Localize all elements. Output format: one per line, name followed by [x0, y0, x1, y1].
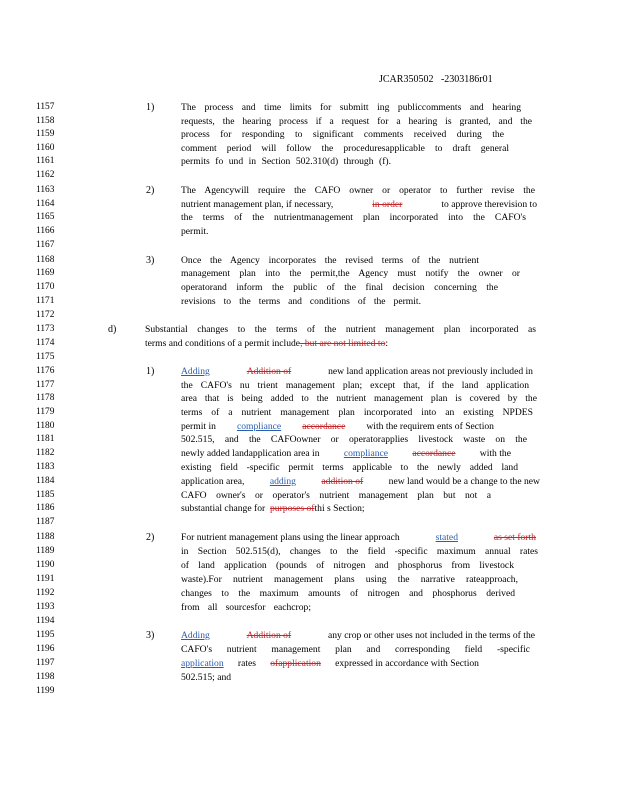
line-number: 1159	[36, 129, 55, 139]
line-number: 1180	[36, 421, 55, 431]
text-line: process for responding to significant comments received during the	[181, 129, 504, 140]
deleted-text: ofapplication	[270, 658, 321, 669]
line-number: 1167	[36, 240, 55, 250]
text-line: The Agencywill require the CAFO owner or operator to further revise the	[181, 185, 535, 196]
line-number: 1189	[36, 546, 55, 556]
text-line: from all sourcesfor eachcrop;	[181, 602, 311, 613]
text-line: area that is being added to the nutrient management plan is covered by the	[181, 393, 537, 404]
line-number: 1160	[36, 143, 55, 153]
text-line: For nutrient management plans using the linear approach stated as set forth	[181, 532, 536, 543]
text-line: permits fo und in Section 502.310(d) through (f).	[181, 156, 391, 167]
line-number: 1177	[36, 380, 55, 390]
line-number: 1164	[36, 199, 55, 209]
text-line: nutrient management plan, if necessary, in order to approve therevision to	[181, 199, 537, 210]
line-number: 1169	[36, 268, 55, 278]
deleted-text: accordance	[412, 448, 456, 459]
line-number: 1197	[36, 658, 55, 668]
line-number: 1187	[36, 517, 55, 527]
line-number: 1171	[36, 296, 55, 306]
deleted-text: Addition of	[246, 630, 292, 641]
text-line: waste).For nutrient management plans using the narrative rateapproach,	[181, 574, 518, 585]
inserted-text: application	[181, 658, 224, 669]
line-number: 1176	[36, 366, 55, 376]
inserted-text: compliance	[236, 421, 282, 432]
document-id: JCAR350502	[379, 74, 434, 85]
item-label-1: 1)	[146, 102, 155, 113]
inserted-text: adding	[269, 476, 296, 487]
line-number: 1157	[36, 102, 55, 112]
text-line: changes to the maximum amounts of nitrogen and phosphorus derived	[181, 588, 515, 599]
line-number: 1173	[36, 324, 55, 334]
line-number: 1172	[36, 310, 55, 320]
line-number: 1186	[36, 503, 55, 513]
text-line: Substantial changes to the terms of the nutrient management plan incorporated as	[145, 324, 536, 335]
deleted-text: in order	[372, 199, 403, 210]
inserted-text: Adding	[181, 630, 210, 641]
line-number: 1191	[36, 574, 55, 584]
inserted-text: stated	[435, 532, 458, 543]
text-line: the CAFO's nu trient management plan; except that, if the land application	[181, 380, 529, 391]
line-number: 1168	[36, 255, 55, 265]
text-line: terms of a nutrient management plan incorporated into an existing NPDES	[181, 407, 533, 418]
text-line: Adding Addition of any crop or other uses not included in the terms of the	[181, 630, 535, 641]
deleted-text: purposes of	[269, 503, 315, 514]
item-label-2: 2)	[146, 185, 155, 196]
text-line: existing field -specific permit terms applicable to the newly added land	[181, 462, 518, 473]
line-number: 1190	[36, 560, 55, 570]
text-line: of land application (pounds of nitrogen and phosphorus from livestock	[181, 560, 514, 571]
deleted-text: , but are not limited to	[300, 338, 386, 349]
line-number: 1179	[36, 407, 55, 417]
line-number: 1195	[36, 630, 55, 640]
text-line: management plan into the permit,the Agency must notify the owner or	[181, 268, 520, 279]
line-number: 1163	[36, 185, 55, 195]
item-label-3: 3)	[146, 255, 155, 266]
line-number: 1185	[36, 490, 55, 500]
deleted-text: as set forth	[493, 532, 536, 543]
document-header	[379, 74, 493, 85]
line-number: 1162	[36, 170, 55, 180]
line-number: 1196	[36, 644, 55, 654]
text-line: permit.	[181, 226, 209, 237]
text-line: operatorand inform the public of the final decision concerning the	[181, 282, 498, 293]
text-line: substantial change for purposes ofthi s Section;	[181, 503, 365, 514]
line-number: 1170	[36, 282, 55, 292]
text-line: requests, the hearing process if a request for a hearing is granted, and the	[181, 116, 532, 127]
deleted-text: Addition of	[246, 366, 292, 377]
line-number: 1194	[36, 616, 55, 626]
text-line: The process and time limits for submitt ing publiccomments and hearing	[181, 102, 521, 113]
line-number: 1181	[36, 434, 55, 444]
deleted-text: addition of	[321, 476, 364, 487]
text-line: 502.515; and	[181, 672, 232, 683]
text-line: terms and conditions of a permit include, but are not limited to:	[145, 338, 388, 349]
text-line: revisions to the terms and conditions of the permit.	[181, 296, 421, 307]
line-number: 1183	[36, 462, 55, 472]
text-line: CAFO's nutrient management plan and corresponding field -specific	[181, 644, 530, 655]
line-number: 1199	[36, 686, 55, 696]
line-number: 1182	[36, 448, 55, 458]
line-number: 1184	[36, 476, 55, 486]
line-number: 1198	[36, 672, 55, 682]
line-number: 1166	[36, 226, 55, 236]
deleted-text: accordance	[302, 421, 346, 432]
item-label-d2: 2)	[146, 532, 155, 543]
inserted-text: compliance	[343, 448, 389, 459]
text-line: application area, adding addition of new land would be a change to the new	[181, 476, 540, 487]
line-number: 1158	[36, 116, 55, 126]
line-number: 1165	[36, 212, 55, 222]
text-line: permit in compliance accordance with the requirem ents of Section	[181, 421, 494, 432]
line-number: 1178	[36, 393, 55, 403]
line-number: 1192	[36, 588, 55, 598]
text-line: the terms of the nutrientmanagement plan incorporated into the CAFO's	[181, 212, 526, 223]
text-line: application rates ofapplication expressed in accordance with Section	[181, 658, 479, 669]
section-label-d: d)	[108, 324, 117, 335]
document-revision: -2303186r01	[440, 74, 493, 85]
text-line: newly added landapplication area in compliance accordance with the	[181, 448, 511, 459]
line-number: 1174	[36, 338, 55, 348]
text-line: Once the Agency incorporates the revised terms of the nutrient	[181, 255, 479, 266]
inserted-text: Adding	[181, 366, 210, 377]
line-number: 1161	[36, 156, 55, 166]
line-number: 1188	[36, 532, 55, 542]
text-line: CAFO owner's or operator's nutrient management plan but not a	[181, 490, 491, 501]
text-line: 502.515, and the CAFOowner or operatorapplies livestock waste on the	[181, 434, 527, 445]
text-line: comment period will follow the proceduresapplicable to draft general	[181, 143, 509, 154]
line-number: 1175	[36, 352, 55, 362]
item-label-d3: 3)	[146, 630, 155, 641]
text-line: Adding Addition of new land application areas not previously included in	[181, 366, 533, 377]
line-number: 1193	[36, 602, 55, 612]
item-label-d1: 1)	[146, 366, 155, 377]
text-line: in Section 502.515(d), changes to the field -specific maximum annual rates	[181, 546, 538, 557]
